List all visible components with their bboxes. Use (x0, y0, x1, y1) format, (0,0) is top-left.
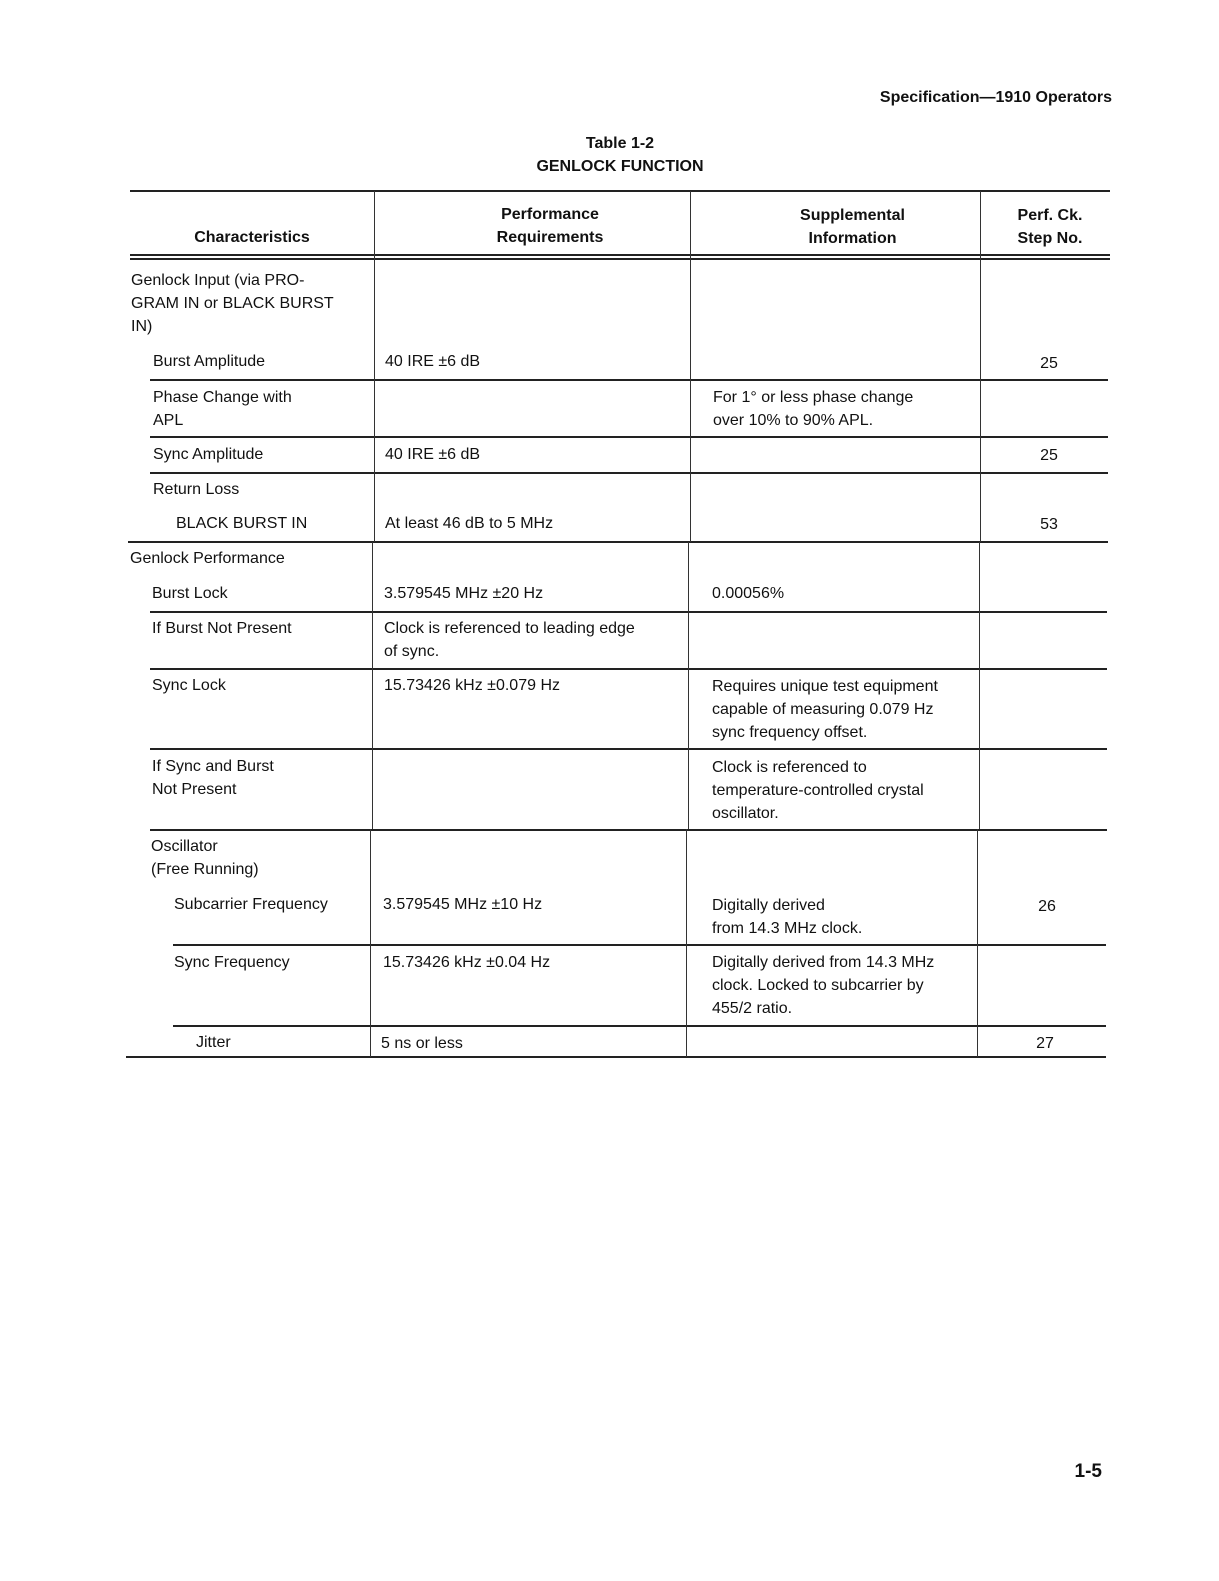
sync-amplitude-perf: 40 IRE ±6 dB (385, 446, 481, 463)
jitter-perf: 5 ns or less (381, 1035, 463, 1052)
burst-lock-info: 0.00056% (712, 585, 785, 602)
if-sync-burst-info: oscillator. (712, 805, 779, 822)
phase-change-name: Phase Change with (153, 389, 292, 406)
col-header-performance-1: Performance (501, 206, 599, 223)
sync-frequency-info: Digitally derived from 14.3 MHz (712, 954, 935, 971)
sync-lock-info: sync frequency offset. (712, 724, 868, 741)
phase-change-info: over 10% to 90% APL. (713, 412, 874, 429)
col-header-performance-2: Requirements (496, 229, 604, 246)
subcarrier-frequency-info: from 14.3 MHz clock. (712, 920, 863, 937)
burst-amplitude-step: 25 (1040, 355, 1058, 372)
subcarrier-frequency-name: Subcarrier Frequency (174, 896, 328, 913)
jitter-step: 27 (1036, 1035, 1054, 1052)
subcarrier-frequency-perf: 3.579545 MHz ±10 Hz (383, 896, 543, 913)
sync-lock-name: Sync Lock (152, 677, 226, 694)
col-header-supplemental-1: Supplemental (800, 207, 905, 224)
sync-frequency-info: clock. Locked to subcarrier by (712, 977, 924, 994)
page-number: 1-5 (1074, 1461, 1102, 1482)
row-genlock-input: Genlock Input (via PRO- (131, 272, 305, 289)
genlock-performance-name: Genlock Performance (130, 550, 285, 567)
sync-frequency-name: Sync Frequency (174, 954, 290, 971)
table-number: Table 1-2 (585, 135, 655, 152)
col-header-step-1: Perf. Ck. (1017, 207, 1083, 224)
running-header: Specification—1910 Operators (879, 89, 1112, 106)
black-burst-in-step: 53 (1040, 516, 1058, 533)
if-sync-burst-name: Not Present (152, 781, 237, 798)
col-header-step-2: Step No. (1017, 230, 1083, 247)
subcarrier-frequency-info: Digitally derived (712, 897, 825, 914)
if-burst-not-present-perf: Clock is referenced to leading edge (384, 620, 635, 637)
phase-change-name: APL (153, 412, 184, 429)
if-sync-burst-info: Clock is referenced to (712, 759, 867, 776)
table-title: GENLOCK FUNCTION (536, 158, 704, 175)
sync-frequency-info: 455/2 ratio. (712, 1000, 793, 1017)
if-sync-burst-info: temperature-controlled crystal (712, 782, 924, 799)
sync-lock-perf: 15.73426 kHz ±0.079 Hz (384, 677, 560, 694)
sync-lock-info: capable of measuring 0.079 Hz (712, 701, 934, 718)
row-genlock-input: GRAM IN or BLACK BURST (131, 295, 334, 312)
oscillator-name: (Free Running) (151, 861, 259, 878)
phase-change-info: For 1° or less phase change (713, 389, 914, 406)
if-burst-not-present-name: If Burst Not Present (152, 620, 292, 637)
sync-lock-info: Requires unique test equipment (712, 678, 938, 695)
black-burst-in-perf: At least 46 dB to 5 MHz (385, 515, 554, 532)
col-header-characteristics: Characteristics (194, 229, 310, 246)
jitter-name: Jitter (196, 1034, 231, 1051)
subcarrier-frequency-step: 26 (1038, 898, 1056, 915)
black-burst-in-name: BLACK BURST IN (176, 515, 308, 532)
sync-amplitude-name: Sync Amplitude (153, 446, 264, 463)
col-header-supplemental-2: Information (808, 230, 897, 247)
sync-frequency-perf: 15.73426 kHz ±0.04 Hz (383, 954, 551, 971)
burst-lock-perf: 3.579545 MHz ±20 Hz (384, 585, 544, 602)
sync-amplitude-step: 25 (1040, 447, 1058, 464)
burst-amplitude-perf: 40 IRE ±6 dB (385, 353, 481, 370)
row-genlock-input: IN) (131, 318, 153, 335)
burst-amplitude-name: Burst Amplitude (153, 353, 266, 370)
return-loss-name: Return Loss (153, 481, 240, 498)
burst-lock-name: Burst Lock (152, 585, 228, 602)
if-burst-not-present-perf: of sync. (384, 643, 440, 660)
if-sync-burst-name: If Sync and Burst (152, 758, 274, 775)
oscillator-name: Oscillator (151, 838, 218, 855)
